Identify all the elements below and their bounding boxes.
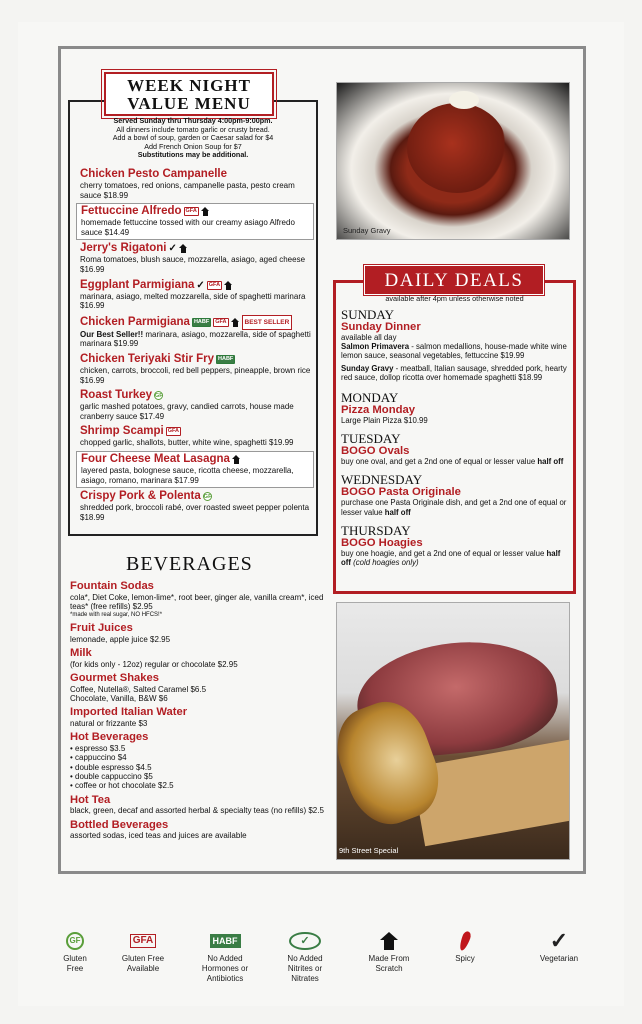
deal-name: Pizza Monday: [341, 404, 416, 417]
gfa-icon: GFA: [215, 318, 227, 325]
item-desc: garlic mashed potatoes, gravy, candied carrots, house made cranberry sauce $17.49: [80, 402, 294, 421]
beverage-name: Hot Tea: [70, 793, 111, 806]
legend-label: Scratch: [375, 964, 403, 973]
beverage-name: Fruit Juices: [70, 622, 133, 635]
item-name: Four Cheese Meat Lasagna: [81, 452, 230, 465]
gfa-icon: GFA: [185, 208, 197, 215]
menu-item: [78, 388, 314, 423]
deal-bold: half off: [537, 457, 564, 467]
legend-label: Vegetarian: [539, 954, 579, 963]
week-night-items: [78, 167, 314, 525]
beverage-line: • cappuccino $4: [70, 753, 127, 763]
deal-name: Sunday Dinner: [341, 321, 421, 333]
photo-caption: Sunday Gravy: [343, 226, 391, 235]
beverage-desc: lemonade, apple juice $2.95: [70, 634, 171, 644]
house-icon: [201, 207, 210, 216]
habf-icon: HABF: [210, 934, 241, 948]
menu-item: [76, 203, 314, 240]
menu-item: [78, 167, 314, 202]
deal-desc: buy one oval, and get a 2nd one of equal or lesser value: [341, 457, 538, 467]
vegetarian-icon: ✓: [549, 928, 569, 953]
house-icon: [179, 244, 188, 253]
house-icon: [232, 455, 241, 464]
item-desc: layered pasta, bolognese sauce, ricotta cheese, mozzarella, asiago, romano, marinara $17.99: [81, 465, 294, 485]
item-name: Eggplant Parmigiana: [80, 278, 195, 291]
legend-label: Gluten: [63, 954, 87, 963]
beverage-name: Gourmet Shakes: [70, 672, 159, 685]
beverage-desc: Coffee, Nutella®, Salted Caramel $6.5: [70, 684, 207, 694]
item-desc: Roma tomatoes, blush sauce, mozzarella, asiago, aged cheese $16.99: [80, 255, 306, 274]
title-line-2: VALUE MENU: [127, 94, 251, 113]
beverage-name: Hot Beverages: [70, 731, 149, 744]
gluten-free-available-icon: GFA: [130, 934, 157, 948]
beverage-name: Fountain Sodas: [70, 580, 154, 592]
pasta-shape: [407, 103, 507, 193]
beverage-line: • espresso $3.5: [70, 743, 126, 753]
legend-label: Spicy: [455, 954, 475, 963]
deal-bold: half off: [384, 507, 411, 517]
item-name: Jerry's Rigatoni: [80, 242, 167, 255]
deal-day: TUESDAY: [341, 431, 401, 447]
beverage-desc: (for kids only - 12oz) regular or chocolate $2.95: [70, 659, 238, 669]
item-desc: chicken, carrots, broccoli, red bell peppers, pineapple, brown rice $16.99: [80, 365, 311, 385]
item-name: Crispy Pork & Polenta: [80, 490, 201, 503]
week-night-intro: [72, 117, 314, 160]
habf-icon: HABF: [193, 318, 210, 325]
gluten-free-icon: GF: [66, 932, 84, 950]
daily-deals-subtitle: available after 4pm unless otherwise noted: [385, 294, 524, 303]
deal-lead: Salmon Primavera: [341, 342, 410, 352]
beverage-desc: Chocolate, Vanilla, B&W $6: [70, 694, 168, 704]
beverage-line: • double espresso $4.5: [70, 762, 152, 772]
vegetarian-icon: ✓: [196, 279, 205, 291]
legend-item: [354, 930, 424, 974]
house-icon: [224, 281, 233, 290]
legend-label: Antibiotics: [206, 974, 244, 983]
deal-desc: - salmon medallions, house-made white wine lemon sauce, seasonal vegetables, fettuccine $19.99: [341, 342, 567, 361]
beverages-title: BEVERAGES: [126, 553, 253, 575]
legend-label: Nitrates: [291, 974, 319, 983]
item-desc: shredded pork, broccoli rabé, over roasted sweet pepper polenta $18.99: [80, 503, 310, 522]
spicy-icon: [458, 930, 472, 952]
deal-desc: purchase one Pasta Originale dish, and get a 2nd one of equal or lesser value: [341, 498, 567, 517]
beverage-desc: assorted sodas, iced teas and juices are available: [70, 831, 247, 841]
menu-item: [78, 489, 314, 524]
sunday-gravy-photo: [336, 82, 570, 240]
beverage-note: *made with real sugar, NO HFCS!*: [70, 612, 163, 619]
item-desc: marinara, asiago, mozzarella, side of spaghetti marinara $19.99: [80, 329, 311, 349]
legend-label: Hormones or: [201, 964, 249, 973]
gluten-free-icon: GF: [203, 494, 212, 501]
legend-label: No Added: [207, 954, 243, 963]
vegetarian-icon: ✓: [168, 243, 177, 255]
legend-label: Gluten Free: [121, 954, 165, 963]
intro-line: All dinners include tomato garlic or crusty bread.: [116, 124, 270, 134]
intro-line: Add French Onion Soup for $7: [144, 141, 242, 151]
ninth-street-special-photo: [336, 602, 570, 860]
daily-deals-list: [341, 304, 571, 567]
daily-deals-title: DAILY DEALS: [364, 265, 544, 295]
menu-item: [78, 352, 314, 387]
legend-item: [190, 930, 260, 984]
gfa-icon: GFA: [208, 281, 221, 288]
beverages-list: [70, 577, 332, 841]
deal-day: THURSDAY: [341, 522, 411, 538]
menu-item: [78, 424, 314, 450]
gfa-icon: GFA: [167, 428, 180, 435]
deal-desc: available all day: [341, 333, 397, 342]
item-name: Chicken Pesto Campanelle: [80, 168, 227, 180]
best-seller-badge: BEST SELLER: [242, 315, 293, 330]
deal-name: BOGO Pasta Originale: [341, 486, 461, 499]
deal-name: BOGO Hoagies: [341, 536, 423, 549]
beverage-name: Milk: [70, 647, 92, 660]
deal-desc: Large Plain Pizza $10.99: [341, 416, 428, 426]
item-desc: marinara, asiago, melted mozzarella, side of spaghetti marinara $16.99: [80, 291, 306, 311]
week-night-title: [104, 72, 274, 116]
item-name: Chicken Parmigiana: [80, 315, 190, 328]
beverage-line: • double cappuccino $5: [70, 772, 153, 782]
legend-label: Made From: [368, 954, 410, 963]
intro-line: Substitutions may be additional.: [137, 150, 249, 160]
menu-item: [78, 278, 314, 313]
deal-day: SUNDAY: [341, 307, 394, 322]
gluten-free-icon: GF: [155, 393, 163, 400]
deal-name: BOGO Ovals: [341, 445, 410, 458]
legend-label: Free: [66, 964, 84, 973]
photo-caption: 9th Street Special: [339, 846, 399, 855]
menu-item: [76, 451, 314, 488]
habf-icon: HABF: [218, 355, 234, 362]
served-note: Served Sunday thru Thursday 4:00pm-9:00pm.: [113, 116, 273, 125]
legend-item: [270, 930, 340, 984]
legend-label: No Added: [287, 954, 323, 963]
item-desc: cherry tomatoes, red onions, campanelle pasta, pesto cream sauce $18.99: [80, 181, 295, 200]
title-line-1: WEEK NIGHT: [127, 76, 251, 95]
beverage-line: • coffee or hot chocolate $2.5: [70, 781, 174, 791]
deal-desc: - meatball, Italian sausage, shredded pork, hearty red sauce, dollop ricotta over homemade spaghetti $18.99: [341, 363, 567, 382]
beverage-desc: natural or frizzante $3: [70, 718, 148, 728]
no-nitrates-icon: ✓: [289, 932, 321, 950]
menu-item: [78, 241, 314, 276]
menu-item: [78, 314, 314, 351]
item-name: Shrimp Scampi: [80, 425, 164, 438]
legend-item: [108, 930, 178, 974]
deal-bold: half off: [341, 548, 561, 568]
legend-label: Available: [126, 964, 160, 973]
beverage-desc: black, green, decaf and assorted herbal & specialty teas (no refills) $2.5: [70, 806, 324, 816]
legend-item: [40, 930, 110, 974]
intro-line: Add a bowl of soup, garden or Caesar salad for $4: [112, 133, 274, 143]
deal-lead: Sunday Gravy: [341, 363, 394, 373]
item-name: Roast Turkey: [80, 389, 153, 402]
deal-day: MONDAY: [341, 390, 399, 406]
beverage-name: Imported Italian Water: [70, 706, 188, 719]
deal-italic: (cold hoagies only): [350, 558, 419, 568]
item-desc: chopped garlic, shallots, butter, white wine, spaghetti $19.99: [80, 438, 294, 448]
item-name: Fettuccine Alfredo: [81, 205, 182, 218]
house-icon: [231, 318, 240, 327]
legend-item: [430, 930, 500, 964]
item-desc: homemade fettuccine tossed with our creamy asiago Alfredo sauce $14.49: [81, 218, 295, 237]
beverage-desc: cola*, Diet Coke, lemon-lime*, root beer, ginger ale, vanilla cream*, iced teas* (free refills) $2.95: [70, 592, 324, 611]
item-name: Chicken Teriyaki Stir Fry: [80, 352, 215, 365]
house-icon: [380, 932, 398, 950]
legend: [40, 930, 610, 990]
item-lead: Our Best Seller!!: [80, 329, 144, 339]
deal-day: WEDNESDAY: [341, 472, 423, 488]
ricotta-shape: [449, 91, 479, 109]
deal-desc: buy one hoagie, and get a 2nd one of equal or lesser value: [341, 548, 547, 558]
beverage-name: Bottled Beverages: [70, 818, 169, 831]
legend-label: Nitrites or: [287, 964, 323, 973]
legend-item: [524, 930, 594, 964]
